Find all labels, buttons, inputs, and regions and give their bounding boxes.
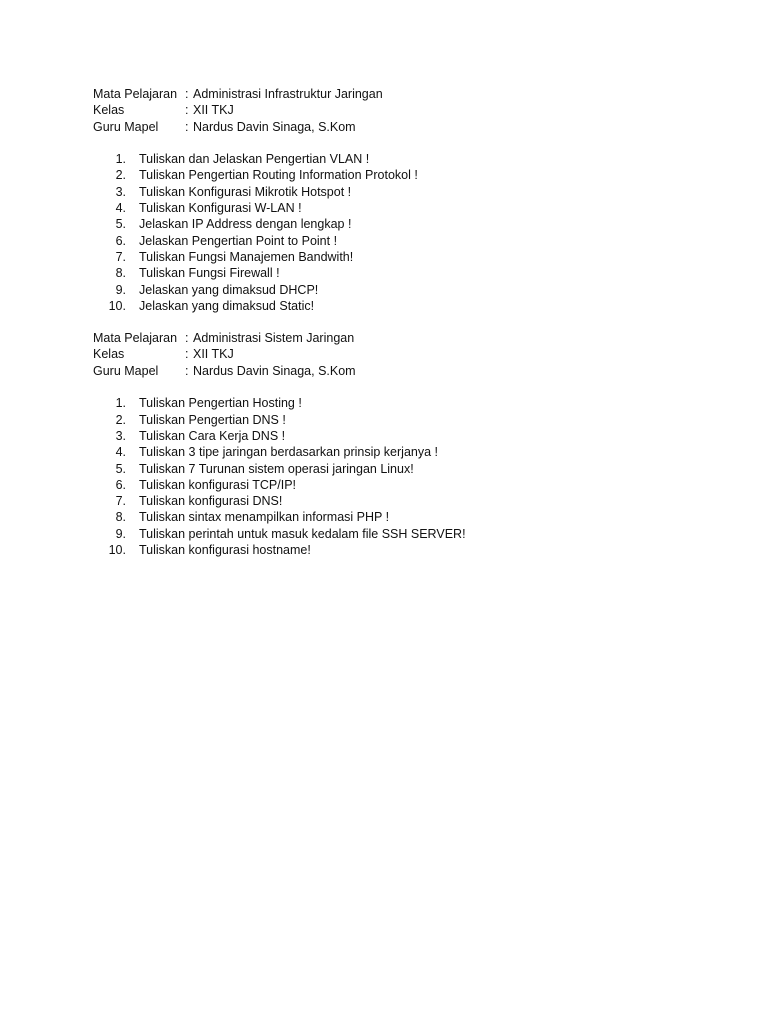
header-row-teacher [93, 119, 713, 135]
question-number: 6. [115, 233, 126, 248]
question-number: 5. [115, 461, 126, 476]
header-row-class [93, 102, 713, 118]
question-text: Tuliskan konfigurasi hostname! [139, 543, 311, 558]
question-number: 7. [115, 249, 126, 264]
list-item [93, 493, 713, 509]
list-item [93, 395, 713, 411]
header-label: Guru Mapel [93, 119, 159, 134]
list-item [93, 542, 713, 558]
subject-header-2 [93, 330, 713, 379]
header-value: Administrasi Sistem Jaringan [193, 331, 355, 346]
question-text: Tuliskan Pengertian Routing Information Protokol ! [139, 168, 418, 183]
blank-line [93, 379, 713, 395]
list-item [93, 477, 713, 493]
question-text: Tuliskan sintax menampilkan informasi PHP ! [139, 510, 390, 525]
question-text: Tuliskan 7 Turunan sistem operasi jaringan Linux! [139, 461, 414, 476]
question-number: 10. [108, 298, 126, 313]
subject-header-1 [93, 86, 713, 135]
question-number: 6. [115, 477, 126, 492]
header-value: XII TKJ [193, 103, 234, 118]
header-row-subject [93, 330, 713, 346]
header-value: Administrasi Infrastruktur Jaringan [193, 87, 383, 101]
header-separator: : [185, 347, 189, 362]
list-item [93, 151, 713, 167]
question-number: 2. [115, 412, 126, 427]
question-text: Tuliskan Cara Kerja DNS ! [139, 428, 286, 443]
list-item [93, 461, 713, 477]
list-item [93, 428, 713, 444]
question-text: Jelaskan IP Address dengan lengkap ! [139, 217, 352, 232]
question-text: Jelaskan yang dimaksud DHCP! [139, 282, 319, 297]
question-number: 8. [115, 266, 126, 281]
header-label: Mata Pelajaran [93, 87, 178, 101]
list-item [93, 249, 713, 265]
question-text: Jelaskan yang dimaksud Static! [139, 298, 315, 313]
header-value: Nardus Davin Sinaga, S.Kom [193, 363, 356, 378]
list-item [93, 412, 713, 428]
question-number: 4. [115, 201, 126, 216]
list-item [93, 282, 713, 298]
header-separator: : [185, 331, 189, 346]
question-list-2 [93, 395, 713, 558]
list-item [93, 298, 713, 314]
header-label: Guru Mapel [93, 363, 159, 378]
list-item [93, 184, 713, 200]
question-number: 5. [115, 217, 126, 232]
subject-section-1 [93, 86, 713, 314]
header-value: Nardus Davin Sinaga, S.Kom [193, 119, 356, 134]
header-separator: : [185, 119, 189, 134]
header-row-class [93, 346, 713, 362]
question-text: Tuliskan konfigurasi TCP/IP! [139, 477, 297, 492]
question-number: 1. [115, 396, 126, 411]
question-number: 7. [115, 494, 126, 509]
question-text: Tuliskan dan Jelaskan Pengertian VLAN ! [139, 152, 370, 167]
question-number: 3. [115, 184, 126, 199]
list-item [93, 233, 713, 249]
question-text: Tuliskan Fungsi Firewall ! [139, 266, 280, 281]
header-value: XII TKJ [193, 347, 234, 362]
header-row-subject [93, 86, 713, 102]
header-row-teacher [93, 363, 713, 379]
question-text: Tuliskan Pengertian Hosting ! [139, 396, 302, 411]
question-text: Tuliskan Konfigurasi Mikrotik Hotspot ! [139, 184, 352, 199]
question-text: Jelaskan Pengertian Point to Point ! [139, 233, 338, 248]
question-number: 3. [115, 428, 126, 443]
list-item [93, 526, 713, 542]
header-separator: : [185, 87, 189, 101]
header-label: Mata Pelajaran [93, 331, 178, 346]
header-label: Kelas [93, 347, 125, 362]
question-text: Tuliskan konfigurasi DNS! [139, 494, 283, 509]
question-number: 1. [115, 152, 126, 167]
list-item [93, 216, 713, 232]
list-item [93, 200, 713, 216]
question-list-1 [93, 151, 713, 314]
list-item [93, 167, 713, 183]
subject-section-2 [93, 330, 713, 558]
question-text: Tuliskan 3 tipe jaringan berdasarkan prinsip kerjanya ! [139, 445, 439, 460]
list-item [93, 444, 713, 460]
question-number: 9. [115, 526, 126, 541]
document-page [93, 86, 713, 574]
question-text: Tuliskan Fungsi Manajemen Bandwith! [139, 249, 354, 264]
question-text: Tuliskan Pengertian DNS ! [139, 412, 286, 427]
header-label: Kelas [93, 103, 125, 118]
list-item [93, 509, 713, 525]
question-number: 4. [115, 445, 126, 460]
question-number: 2. [115, 168, 126, 183]
header-separator: : [185, 363, 189, 378]
question-number: 10. [108, 543, 126, 558]
question-text: Tuliskan perintah untuk masuk kedalam file SSH SERVER! [139, 526, 466, 541]
header-separator: : [185, 103, 189, 118]
list-item [93, 265, 713, 281]
question-number: 8. [115, 510, 126, 525]
question-number: 9. [115, 282, 126, 297]
blank-line [93, 135, 713, 151]
question-text: Tuliskan Konfigurasi W-LAN ! [139, 201, 302, 216]
